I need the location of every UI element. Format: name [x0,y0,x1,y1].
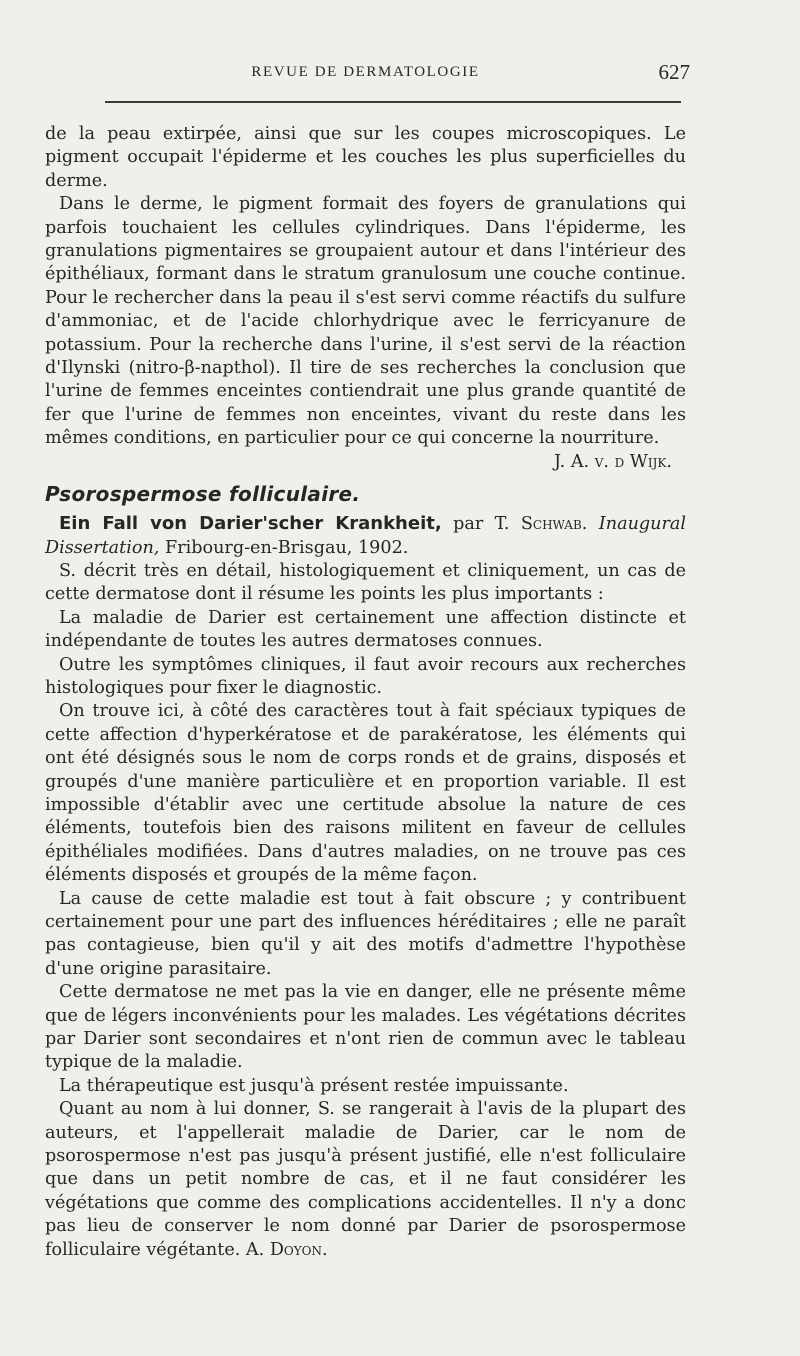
article-title: Ein Fall von Darier'scher Krankheit, [59,513,442,535]
article-publication: Inaugural Dissertation, [45,514,687,558]
intro-paragraph-1: de la peau extirpée, ainsi que sur les coupes microscopiques. Le pigment occupait l'épiderme et les couches les plus superficielles du derme. [45,124,686,191]
article-heading [45,512,686,560]
article-author: Schwab. [520,514,588,535]
article-paragraph: Cette dermatose ne met pas la vie en danger, elle ne présente même que de légers inconvénients pour les malades. Les végétations décrites par Darier sont secondaires et n'ont rien de commun avec le tableau typique de la maladie. [45,982,686,1073]
body-text [45,123,686,1262]
running-title: REVUE DE DERMATOLOGIE [251,64,480,80]
article-last-paragraph-text: Quant au nom à lui donner, S. se rangerait à l'avis de la plupart des auteurs, et l'appellerait maladie de Darier, car le nom de psorospermose n'est pas jusqu'à présent justifié, elle n'est folliculaire que dans un petit nombre de cas, et il ne faut considérer les végétations que comme des complications accidentelles. Il n'y a donc pas lieu de conserver le nom donné par Darier de psorospermose folliculaire végétante. [45,1099,686,1260]
article-paragraph: On trouve ici, à côté des caractères tout à fait spéciaux typiques de cette affection d'hyperkératose et de parakératose, les éléments qui ont été désignés sous le nom de corps ronds et de grains, disposés et groupés d'une manière particulière et en proportion variable. Il est impossible d'établir avec une certitude absolue la nature de ces éléments, toutefois bien des raisons militent en faveur de cellules épithéliales modifiées. Dans d'autres maladies, on ne trouve pas ces éléments disposés et groupés de la même façon. [45,701,686,886]
section-title: Psorospermose folliculaire. [45,482,361,507]
article-signature: A. Doyon. [245,1239,328,1260]
intro-paragraph-2-text: Dans le derme, le pigment formait des foyers de granulations qui parfois touchaient les cellules cylindriques. Dans l'épiderme, les granulations pigmentaires se groupaient autour et dans l'intérieur des épithéliaux, formant dans le stratum granulosum une couche continue. Pour le rechercher dans la peau il s'est servi comme réactifs du sulfure d'ammoniac, et de l'acide chlorhydrique avec le ferricyanure de potassium. Pour la recherche dans l'urine, il s'est servi de la réaction d'Ilynski (nitro-β-napthol). Il tire de ses recherches la conclusion que l'urine de femmes enceintes contiendrait une plus grande quantité de fer que l'urine de femmes non enceintes, vivant du reste dans les mêmes conditions, en particulier pour ce qui concerne la nourriture. [45,194,686,449]
article-paragraph: S. décrit très en détail, histologiquement et cliniquement, un cas de cette dermatose dont il résume les points les plus importants : [45,560,686,605]
intro-paragraph-2 [45,193,686,474]
article-by: par T. [453,514,510,535]
article-paragraph: Outre les symptômes cliniques, il faut avoir recours aux recherches histologiques pour fixer le diagnostic. [45,654,686,698]
article-paragraph: La thérapeutique est jusqu'à présent restée impuissante. [59,1075,569,1096]
article-paragraph: La maladie de Darier est certainement une affection distincte et indépendante de toutes les autres dermatoses connues. [45,607,686,652]
article-paragraph: La cause de cette maladie est tout à fait obscure ; y contribuent certainement pour une part des influences héréditaires ; elle ne paraît pas contagieuse, bien qu'il y ait des motifs d'admettre l'hypothèse d'une origine parasitaire. [45,888,686,979]
article-last-paragraph [45,1098,686,1262]
intro-signature: J. A. v. d Wijk. [553,451,672,472]
page-number: 627 [658,60,690,84]
header-rule [105,101,681,103]
page-header [45,60,690,90]
article-place-year: Fribourg-en-Brisgau, 1902. [164,537,409,558]
